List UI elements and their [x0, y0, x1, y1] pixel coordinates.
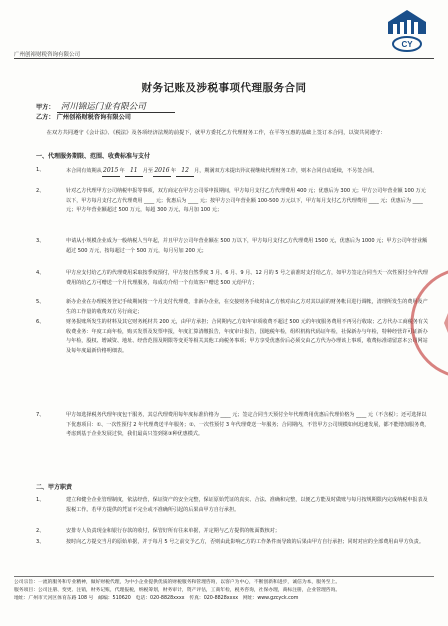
end-month: 12	[176, 166, 194, 177]
start-year: 2015	[102, 166, 120, 177]
logo-text: CY	[401, 40, 413, 49]
intro-paragraph: 在双方共同遵守《会计法》、《税法》及各项经济法规的前提下，就甲方委托乙方代理财务工作，在平等互惠的基础上签订本合同，以资共同遵守：	[46, 130, 386, 136]
seal-stamp	[408, 258, 448, 388]
contract-page: 广州创裕财税咨询有限公司 CY 财务记账及涉税事项代理服务合同 甲方： 河川锦运门业有限公司 乙方： 广州创裕财税咨询有限公司 在双方共同遵守《会计法》、《税法》及各项经济法规的前提下，就甲方委托乙方代理财务工作，在平等互惠的基础上签订本合同，以资共同遵守： 一、代理服务期限、范围、收费标准与支付 1、 本合同有效期从2015年 11 月至2016年 12 月，期满双方未提出异议视继续代理财务工作，则本合同自动延续，不另签合同。 2、 针对乙方代理甲方公司纳税申报等事项，双方商定在甲方公司零申报期间，甲方每月支付乙方代理费用 400 元；优惠后为 300 元；甲方公司年营业额 100 万元以下，甲方每月支付乙方代理费用 ____ 元；优惠后为 ____ 元；按甲方公司年营业额 100-500 万元以下，甲方每月支付乙方代理费用 ____ 元；优惠后为 ____ 元；甲方年营业额超过 500 万元，每超 300 万元，每月加 100 元； 3、 申请从小规模企业成为一般纳税人当年起，并且甲方公司年营业额在 500 万以下，甲方每月支付乙方代理费用 1500 元，优惠后为 1000 元；甲方公司年营业额超过 500 万元，按每超过一个 500 万元，每月另加 200 元； 4、 甲方应支付给乙方的代理费用采取按季度预付，甲方按自然季度 3 月、6 月、9 月、12 月的 5 号之前准时支付给乙方，如甲方签定合同当天一次性预付全年代理费用的给乙方可赠送一个月代理服务，每成功介绍一个有效客户赠送 500 元给甲方； 5、 新办企业在办理税务登记手续期间按一个月支付代理费，非新办企业，在交接财务手续时由乙方核对由乙方对其以前的财务帐目进行调帐，清理所发生的费用及产生的工作量的收费双方另行商定； 6、 财务报账所发生的材料及其它财务耗材共 200 元，由甲方承担；合同期内乙方如年审项收费不超过 500 元的年度服务费用不再另行收取；乙方代办工商税务有关收费业务：年度工商年检，购买发票及发票申报，年度汇算清缴报告，年度审计报告，国地税年检，组织机构代码证年检，社保新办与年检，特种经营许可证新办与年检，股权、增减资、地址、经营范围及期限等变更等相关其他工商税务事项；甲方享受优惠价后必须交由乙方代为办理该上事项，收费标准请留意本公司网站及每年度最新价格明细表。 7、 甲方如选择税务代理年度包干服务，其总代理费用每年度标准价格为 ____ 元；签定合同当天预付全年代理费用优惠后代理价格为 ____ 元（不含税）；还可选择以下优惠项目：①、一次性预付 2 年代理费送半年服务；②、一次性预付 3 年代理费送一年服务；合同期内，不管甲方公司规模如何迅速发展，都不能增加服务费，考虑到基于企业发展过快，我们最高只签到第③种优惠模式。 二、甲方职责 1、 建立和健全企业管理制度，依法经营，保证资产的安全完整，保证原始凭证的真实、合法、准确和完整，以便乙方能及时做账与每月按规期限内完成纳税申报表及报税工作。若甲方提供的凭证不完全或不准确所引起的后果由甲方自行承担。 2、 安排专人负责现金和银行存款的收付，保管好所有往来单据，并定期与乙方提供的帐面数核对； 3、 按时向乙方提交当月的原始单据，并于每月 5 号之前交予乙方，否则由此影响乙方的工作条件而导致的后果由甲方自行承担；同时对应的全部费用由甲方负责。 公司宗旨：一流的服务和专业精神，做好财税代理，为中小企业提供优质的财税服务和管理咨询，以客户为中心，不断创新和进步，诚信为本，服务至上。 服务项目：公司注册、变更、注销，财务记账，代理报税，纳税筹划，财务审计，资产评估，工商年检，税务咨询，社保办理，商标注册，企业管理咨询。 地址：广州市天河区体育东路 108 号 邮编：510620 电话：020-8828xxxx 传真：020-8828xxxx 网址：www.gzcyck.com	[0, 0, 448, 626]
start-month: 11	[125, 166, 143, 177]
footer-line: 地址：广州市天河区体育东路 108 号 邮编：510620 电话：020-8828xxxx 传真：020-8828xxxx 网址：www.gzcyck.com	[14, 596, 299, 601]
party-b	[36, 112, 131, 121]
footer-line: 服务项目：公司注册、变更、注销，财务记账，代理报税，纳税筹划，财务审计，资产评估，工商年检，税务咨询，社保办理，商标注册，企业管理咨询。	[14, 588, 341, 593]
party-a-label: 甲方：	[36, 104, 55, 111]
section2-heading: 二、甲方职责	[36, 484, 73, 491]
header-rule	[14, 58, 434, 59]
end-year: 2016	[153, 166, 171, 177]
section1-heading: 一、代理服务期限、范围、收费标准与支付	[36, 153, 151, 160]
item-text: 本合同有效期从2015年 11 月至2016年 12 月，期满双方未提出异议视继续代理财务工作，则本合同自动延续，不另签合同。	[66, 166, 430, 177]
party-b-label: 乙方：	[36, 114, 55, 121]
contract-title: 财务记账及涉税事项代理服务合同	[141, 82, 307, 94]
footer-line: 公司宗旨：一流的服务和专业精神，做好财税代理，为中小企业提供优质的财税服务和管理咨询，以客户为中心，不断创新和进步，诚信为本，服务至上。	[14, 580, 341, 585]
item-number: 1、	[36, 167, 45, 173]
party-b-name: 广州创裕财税咨询有限公司	[56, 114, 131, 121]
footer	[14, 576, 434, 603]
party-a-name: 河川锦运门业有限公司	[57, 100, 175, 113]
company-logo-icon	[384, 8, 430, 58]
header-company: 广州创裕财税咨询有限公司	[14, 52, 81, 58]
